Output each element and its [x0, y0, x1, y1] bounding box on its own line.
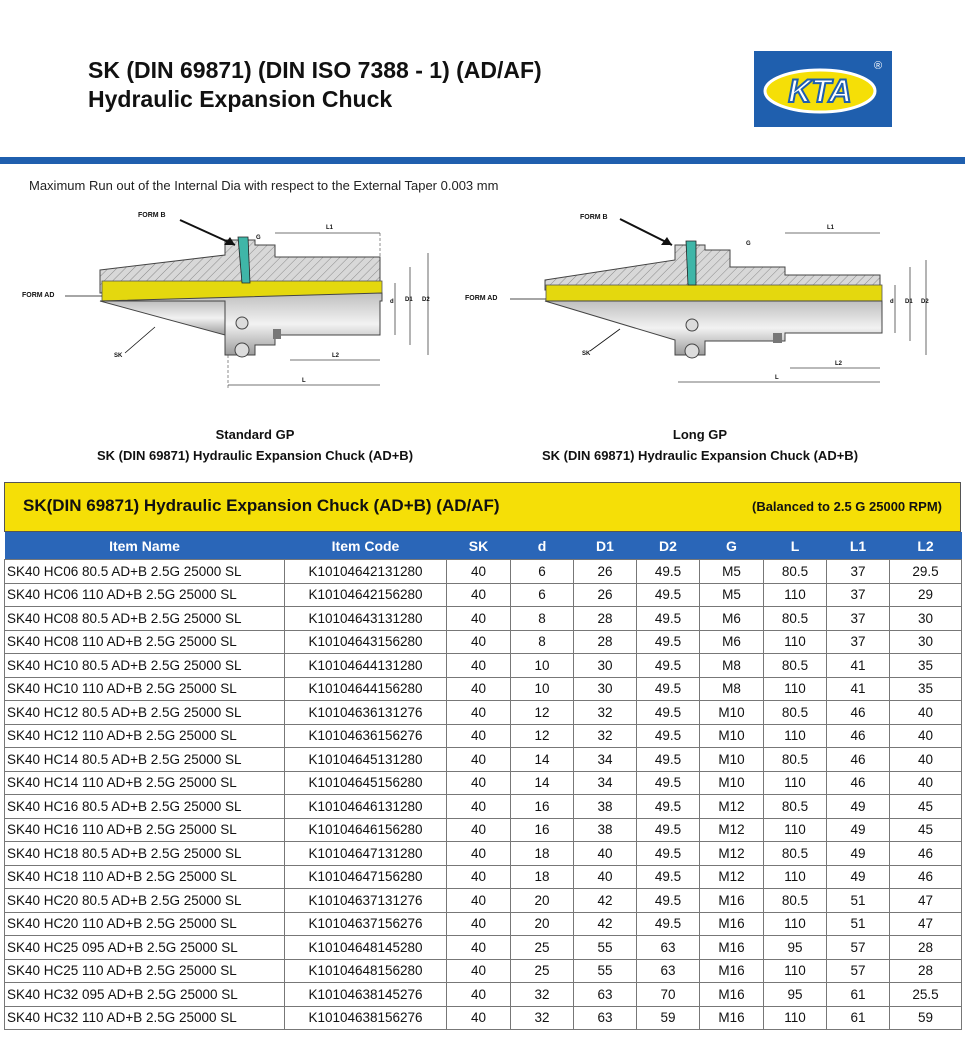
value-cell: M6 — [700, 607, 764, 631]
value-cell: 110 — [764, 959, 827, 983]
table-row — [5, 583, 962, 607]
page-title: SK (DIN 69871) (DIN ISO 7388 - 1) (AD/AF) — [88, 57, 542, 83]
item-code-cell: K10104645156280 — [285, 771, 447, 795]
value-cell: 42 — [574, 912, 637, 936]
value-cell: M16 — [700, 983, 764, 1007]
item-name-cell: SK40 HC12 110 AD+B 2.5G 25000 SL — [5, 724, 285, 748]
column-header: G — [700, 532, 764, 560]
form-b-label: FORM B — [138, 212, 166, 219]
item-name-cell: SK40 HC18 110 AD+B 2.5G 25000 SL — [5, 865, 285, 889]
value-cell: 63 — [574, 1006, 637, 1030]
value-cell: 61 — [827, 1006, 890, 1030]
value-cell: 40 — [890, 701, 962, 725]
value-cell: M12 — [700, 842, 764, 866]
value-cell: 110 — [764, 865, 827, 889]
item-name-cell: SK40 HC18 80.5 AD+B 2.5G 25000 SL — [5, 842, 285, 866]
value-cell: 59 — [637, 1006, 700, 1030]
value-cell: 49.5 — [637, 677, 700, 701]
table-row — [5, 936, 962, 960]
value-cell: 95 — [764, 983, 827, 1007]
value-cell: 110 — [764, 583, 827, 607]
item-name-cell: SK40 HC32 095 AD+B 2.5G 25000 SL — [5, 983, 285, 1007]
table-row — [5, 677, 962, 701]
value-cell: 6 — [511, 583, 574, 607]
product-table — [4, 532, 962, 1030]
value-cell: 40 — [447, 771, 511, 795]
value-cell: 40 — [447, 677, 511, 701]
l2-label: L2 — [332, 353, 340, 359]
table-row — [5, 560, 962, 584]
value-cell: 40 — [447, 724, 511, 748]
value-cell: 26 — [574, 583, 637, 607]
item-name-cell: SK40 HC14 110 AD+B 2.5G 25000 SL — [5, 771, 285, 795]
l-label-long: L — [775, 375, 779, 381]
value-cell: 61 — [827, 983, 890, 1007]
value-cell: 80.5 — [764, 560, 827, 584]
item-name-cell: SK40 HC20 80.5 AD+B 2.5G 25000 SL — [5, 889, 285, 913]
value-cell: 40 — [447, 912, 511, 936]
item-code-cell: K10104642156280 — [285, 583, 447, 607]
value-cell: 55 — [574, 936, 637, 960]
column-header: L — [764, 532, 827, 560]
value-cell: 46 — [827, 724, 890, 748]
value-cell: 40 — [447, 701, 511, 725]
item-code-cell: K10104643156280 — [285, 630, 447, 654]
value-cell: 80.5 — [764, 607, 827, 631]
item-code-cell: K10104636156276 — [285, 724, 447, 748]
value-cell: 10 — [511, 654, 574, 678]
item-name-cell: SK40 HC32 110 AD+B 2.5G 25000 SL — [5, 1006, 285, 1030]
l1-label: L1 — [326, 225, 334, 231]
value-cell: 40 — [574, 865, 637, 889]
value-cell: 40 — [890, 748, 962, 772]
header-divider — [0, 157, 965, 164]
long-gp-caption — [510, 424, 890, 466]
table-row — [5, 842, 962, 866]
value-cell: 20 — [511, 889, 574, 913]
value-cell: 63 — [574, 983, 637, 1007]
item-code-cell: K10104637156276 — [285, 912, 447, 936]
table-row — [5, 959, 962, 983]
value-cell: 49.5 — [637, 771, 700, 795]
value-cell: M10 — [700, 701, 764, 725]
value-cell: 80.5 — [764, 889, 827, 913]
value-cell: 46 — [827, 701, 890, 725]
column-header: L2 — [890, 532, 962, 560]
value-cell: 63 — [637, 959, 700, 983]
value-cell: 30 — [890, 630, 962, 654]
item-name-cell: SK40 HC25 095 AD+B 2.5G 25000 SL — [5, 936, 285, 960]
value-cell: 14 — [511, 748, 574, 772]
value-cell: 30 — [574, 654, 637, 678]
value-cell: 41 — [827, 677, 890, 701]
value-cell: 40 — [447, 889, 511, 913]
value-cell: 46 — [890, 865, 962, 889]
g-label-long: G — [746, 241, 751, 247]
table-row — [5, 889, 962, 913]
value-cell: 26 — [574, 560, 637, 584]
item-code-cell: K10104645131280 — [285, 748, 447, 772]
item-name-cell: SK40 HC06 80.5 AD+B 2.5G 25000 SL — [5, 560, 285, 584]
value-cell: 57 — [827, 959, 890, 983]
item-code-cell: K10104648156280 — [285, 959, 447, 983]
value-cell: 49.5 — [637, 630, 700, 654]
d-label-long: d — [890, 299, 894, 305]
item-code-cell: K10104647156280 — [285, 865, 447, 889]
value-cell: M12 — [700, 865, 764, 889]
runout-note: Maximum Run out of the Internal Dia with respect to the External Taper 0.003 mm — [29, 178, 499, 193]
standard-gp-caption-subtitle: SK (DIN 69871) Hydraulic Expansion Chuck (AD+B) — [96, 448, 414, 463]
page-subtitle: Hydraulic Expansion Chuck — [88, 86, 393, 112]
table-banner — [4, 482, 961, 532]
value-cell: M10 — [700, 748, 764, 772]
value-cell: 45 — [890, 818, 962, 842]
item-name-cell: SK40 HC16 110 AD+B 2.5G 25000 SL — [5, 818, 285, 842]
g-label: G — [256, 235, 261, 241]
item-code-cell: K10104636131276 — [285, 701, 447, 725]
table-row — [5, 912, 962, 936]
value-cell: 80.5 — [764, 795, 827, 819]
value-cell: 28 — [574, 630, 637, 654]
table-row — [5, 701, 962, 725]
table-header-row — [5, 532, 962, 560]
value-cell: 47 — [890, 912, 962, 936]
value-cell: 63 — [637, 936, 700, 960]
value-cell: 40 — [447, 748, 511, 772]
long-gp-caption-subtitle: SK (DIN 69871) Hydraulic Expansion Chuck (AD+B) — [541, 448, 859, 463]
value-cell: M16 — [700, 889, 764, 913]
value-cell: M12 — [700, 818, 764, 842]
value-cell: M12 — [700, 795, 764, 819]
value-cell: 40 — [447, 560, 511, 584]
value-cell: 29 — [890, 583, 962, 607]
value-cell: 18 — [511, 842, 574, 866]
value-cell: 30 — [890, 607, 962, 631]
item-name-cell: SK40 HC14 80.5 AD+B 2.5G 25000 SL — [5, 748, 285, 772]
value-cell: 25 — [511, 959, 574, 983]
item-code-cell: K10104646131280 — [285, 795, 447, 819]
value-cell: 47 — [890, 889, 962, 913]
value-cell: 30 — [574, 677, 637, 701]
table-row — [5, 818, 962, 842]
item-code-cell: K10104648145280 — [285, 936, 447, 960]
value-cell: 37 — [827, 630, 890, 654]
value-cell: 42 — [574, 889, 637, 913]
value-cell: 110 — [764, 771, 827, 795]
item-code-cell: K10104644131280 — [285, 654, 447, 678]
standard-gp-caption — [70, 424, 440, 466]
value-cell: 40 — [574, 842, 637, 866]
value-cell: M10 — [700, 724, 764, 748]
balance-note: (Balanced to 2.5 G 25000 RPM) — [751, 499, 942, 514]
value-cell: 38 — [574, 795, 637, 819]
kta-logo — [754, 51, 892, 127]
value-cell: 49.5 — [637, 724, 700, 748]
table-row — [5, 630, 962, 654]
item-code-cell: K10104644156280 — [285, 677, 447, 701]
value-cell: 49.5 — [637, 654, 700, 678]
column-header: L1 — [827, 532, 890, 560]
value-cell: 25 — [511, 936, 574, 960]
item-code-cell: K10104637131276 — [285, 889, 447, 913]
logo-text: KTA — [788, 73, 852, 109]
table-row — [5, 983, 962, 1007]
value-cell: 34 — [574, 748, 637, 772]
value-cell: 28 — [890, 959, 962, 983]
d-label: d — [390, 299, 394, 305]
value-cell: 49 — [827, 795, 890, 819]
value-cell: 37 — [827, 583, 890, 607]
table-row — [5, 771, 962, 795]
value-cell: 35 — [890, 654, 962, 678]
value-cell: 110 — [764, 724, 827, 748]
d1-label: D1 — [405, 297, 413, 303]
l2-label-long: L2 — [835, 361, 843, 367]
item-name-cell: SK40 HC06 110 AD+B 2.5G 25000 SL — [5, 583, 285, 607]
d2-label-long: D2 — [921, 299, 929, 305]
item-name-cell: SK40 HC08 80.5 AD+B 2.5G 25000 SL — [5, 607, 285, 631]
table-row — [5, 748, 962, 772]
value-cell: 40 — [447, 818, 511, 842]
value-cell: 32 — [574, 724, 637, 748]
value-cell: 40 — [447, 795, 511, 819]
value-cell: 40 — [447, 865, 511, 889]
d1-label-long: D1 — [905, 299, 913, 305]
value-cell: 40 — [447, 630, 511, 654]
value-cell: 46 — [890, 842, 962, 866]
value-cell: 40 — [447, 583, 511, 607]
value-cell: 80.5 — [764, 842, 827, 866]
value-cell: 28 — [890, 936, 962, 960]
value-cell: 51 — [827, 912, 890, 936]
item-name-cell: SK40 HC20 110 AD+B 2.5G 25000 SL — [5, 912, 285, 936]
value-cell: 37 — [827, 560, 890, 584]
standard-gp-caption-title: Standard GP — [215, 427, 295, 442]
value-cell: 110 — [764, 630, 827, 654]
item-code-cell: K10104643131280 — [285, 607, 447, 631]
value-cell: 40 — [447, 959, 511, 983]
item-name-cell: SK40 HC10 80.5 AD+B 2.5G 25000 SL — [5, 654, 285, 678]
value-cell: 34 — [574, 771, 637, 795]
item-code-cell: K10104647131280 — [285, 842, 447, 866]
value-cell: 40 — [447, 1006, 511, 1030]
table-row — [5, 654, 962, 678]
value-cell: M5 — [700, 560, 764, 584]
table-title: SK(DIN 69871) Hydraulic Expansion Chuck (AD+B) (AD/AF) — [23, 496, 500, 515]
column-header: D1 — [574, 532, 637, 560]
value-cell: 8 — [511, 607, 574, 631]
value-cell: 49.5 — [637, 583, 700, 607]
item-name-cell: SK40 HC12 80.5 AD+B 2.5G 25000 SL — [5, 701, 285, 725]
table-row — [5, 607, 962, 631]
value-cell: M8 — [700, 654, 764, 678]
value-cell: 40 — [890, 724, 962, 748]
item-name-cell: SK40 HC25 110 AD+B 2.5G 25000 SL — [5, 959, 285, 983]
value-cell: 40 — [447, 842, 511, 866]
value-cell: 49.5 — [637, 607, 700, 631]
value-cell: 49 — [827, 818, 890, 842]
value-cell: 49.5 — [637, 889, 700, 913]
value-cell: 10 — [511, 677, 574, 701]
value-cell: 49 — [827, 865, 890, 889]
value-cell: 55 — [574, 959, 637, 983]
value-cell: M16 — [700, 959, 764, 983]
value-cell: 49.5 — [637, 865, 700, 889]
value-cell: 40 — [447, 983, 511, 1007]
value-cell: 49.5 — [637, 701, 700, 725]
value-cell: 80.5 — [764, 654, 827, 678]
column-header: Item Name — [5, 532, 285, 560]
value-cell: 16 — [511, 818, 574, 842]
value-cell: 40 — [447, 936, 511, 960]
form-ad-label: FORM AD — [22, 292, 55, 299]
long-gp-caption-title: Long GP — [672, 427, 728, 442]
value-cell: 32 — [511, 983, 574, 1007]
value-cell: 80.5 — [764, 748, 827, 772]
long-gp-drawing — [460, 205, 950, 400]
value-cell: 49.5 — [637, 560, 700, 584]
value-cell: 46 — [827, 748, 890, 772]
value-cell: 110 — [764, 677, 827, 701]
value-cell: 32 — [511, 1006, 574, 1030]
form-ad-label-long: FORM AD — [465, 295, 498, 302]
value-cell: M6 — [700, 630, 764, 654]
value-cell: M16 — [700, 912, 764, 936]
value-cell: M16 — [700, 936, 764, 960]
value-cell: 25.5 — [890, 983, 962, 1007]
value-cell: 40 — [890, 771, 962, 795]
sk-label: SK — [114, 353, 123, 359]
value-cell: 18 — [511, 865, 574, 889]
column-header: Item Code — [285, 532, 447, 560]
value-cell: 57 — [827, 936, 890, 960]
table-row — [5, 865, 962, 889]
value-cell: 20 — [511, 912, 574, 936]
value-cell: 49.5 — [637, 748, 700, 772]
item-name-cell: SK40 HC10 110 AD+B 2.5G 25000 SL — [5, 677, 285, 701]
value-cell: 12 — [511, 724, 574, 748]
value-cell: 110 — [764, 818, 827, 842]
table-body — [5, 560, 962, 1030]
value-cell: 49.5 — [637, 818, 700, 842]
l1-label-long: L1 — [827, 225, 835, 231]
value-cell: 45 — [890, 795, 962, 819]
value-cell: 14 — [511, 771, 574, 795]
value-cell: 28 — [574, 607, 637, 631]
item-code-cell: K10104638156276 — [285, 1006, 447, 1030]
title-block — [88, 56, 542, 114]
table-row — [5, 795, 962, 819]
value-cell: M5 — [700, 583, 764, 607]
value-cell: 46 — [827, 771, 890, 795]
table-row — [5, 1006, 962, 1030]
value-cell: M8 — [700, 677, 764, 701]
d2-label: D2 — [422, 297, 430, 303]
column-header: D2 — [637, 532, 700, 560]
value-cell: 59 — [890, 1006, 962, 1030]
value-cell: 70 — [637, 983, 700, 1007]
form-b-label-long: FORM B — [580, 214, 608, 221]
sk-label-long: SK — [582, 351, 591, 357]
value-cell: 37 — [827, 607, 890, 631]
value-cell: M16 — [700, 1006, 764, 1030]
item-name-cell: SK40 HC08 110 AD+B 2.5G 25000 SL — [5, 630, 285, 654]
value-cell: 41 — [827, 654, 890, 678]
value-cell: 29.5 — [890, 560, 962, 584]
value-cell: 51 — [827, 889, 890, 913]
product-table-section — [4, 482, 961, 1030]
l-label: L — [302, 378, 306, 384]
value-cell: 12 — [511, 701, 574, 725]
value-cell: 49.5 — [637, 912, 700, 936]
column-header: d — [511, 532, 574, 560]
value-cell: 40 — [447, 607, 511, 631]
item-name-cell: SK40 HC16 80.5 AD+B 2.5G 25000 SL — [5, 795, 285, 819]
item-code-cell: K10104638145276 — [285, 983, 447, 1007]
value-cell: 32 — [574, 701, 637, 725]
value-cell: 35 — [890, 677, 962, 701]
item-code-cell: K10104646156280 — [285, 818, 447, 842]
value-cell: 49.5 — [637, 795, 700, 819]
value-cell: 40 — [447, 654, 511, 678]
value-cell: 49 — [827, 842, 890, 866]
value-cell: 110 — [764, 1006, 827, 1030]
value-cell: 38 — [574, 818, 637, 842]
value-cell: M10 — [700, 771, 764, 795]
registered-mark: ® — [873, 60, 883, 72]
standard-gp-drawing — [10, 205, 450, 400]
item-code-cell: K10104642131280 — [285, 560, 447, 584]
value-cell: 95 — [764, 936, 827, 960]
table-row — [5, 724, 962, 748]
value-cell: 16 — [511, 795, 574, 819]
value-cell: 49.5 — [637, 842, 700, 866]
value-cell: 80.5 — [764, 701, 827, 725]
column-header: SK — [447, 532, 511, 560]
value-cell: 8 — [511, 630, 574, 654]
value-cell: 6 — [511, 560, 574, 584]
value-cell: 110 — [764, 912, 827, 936]
